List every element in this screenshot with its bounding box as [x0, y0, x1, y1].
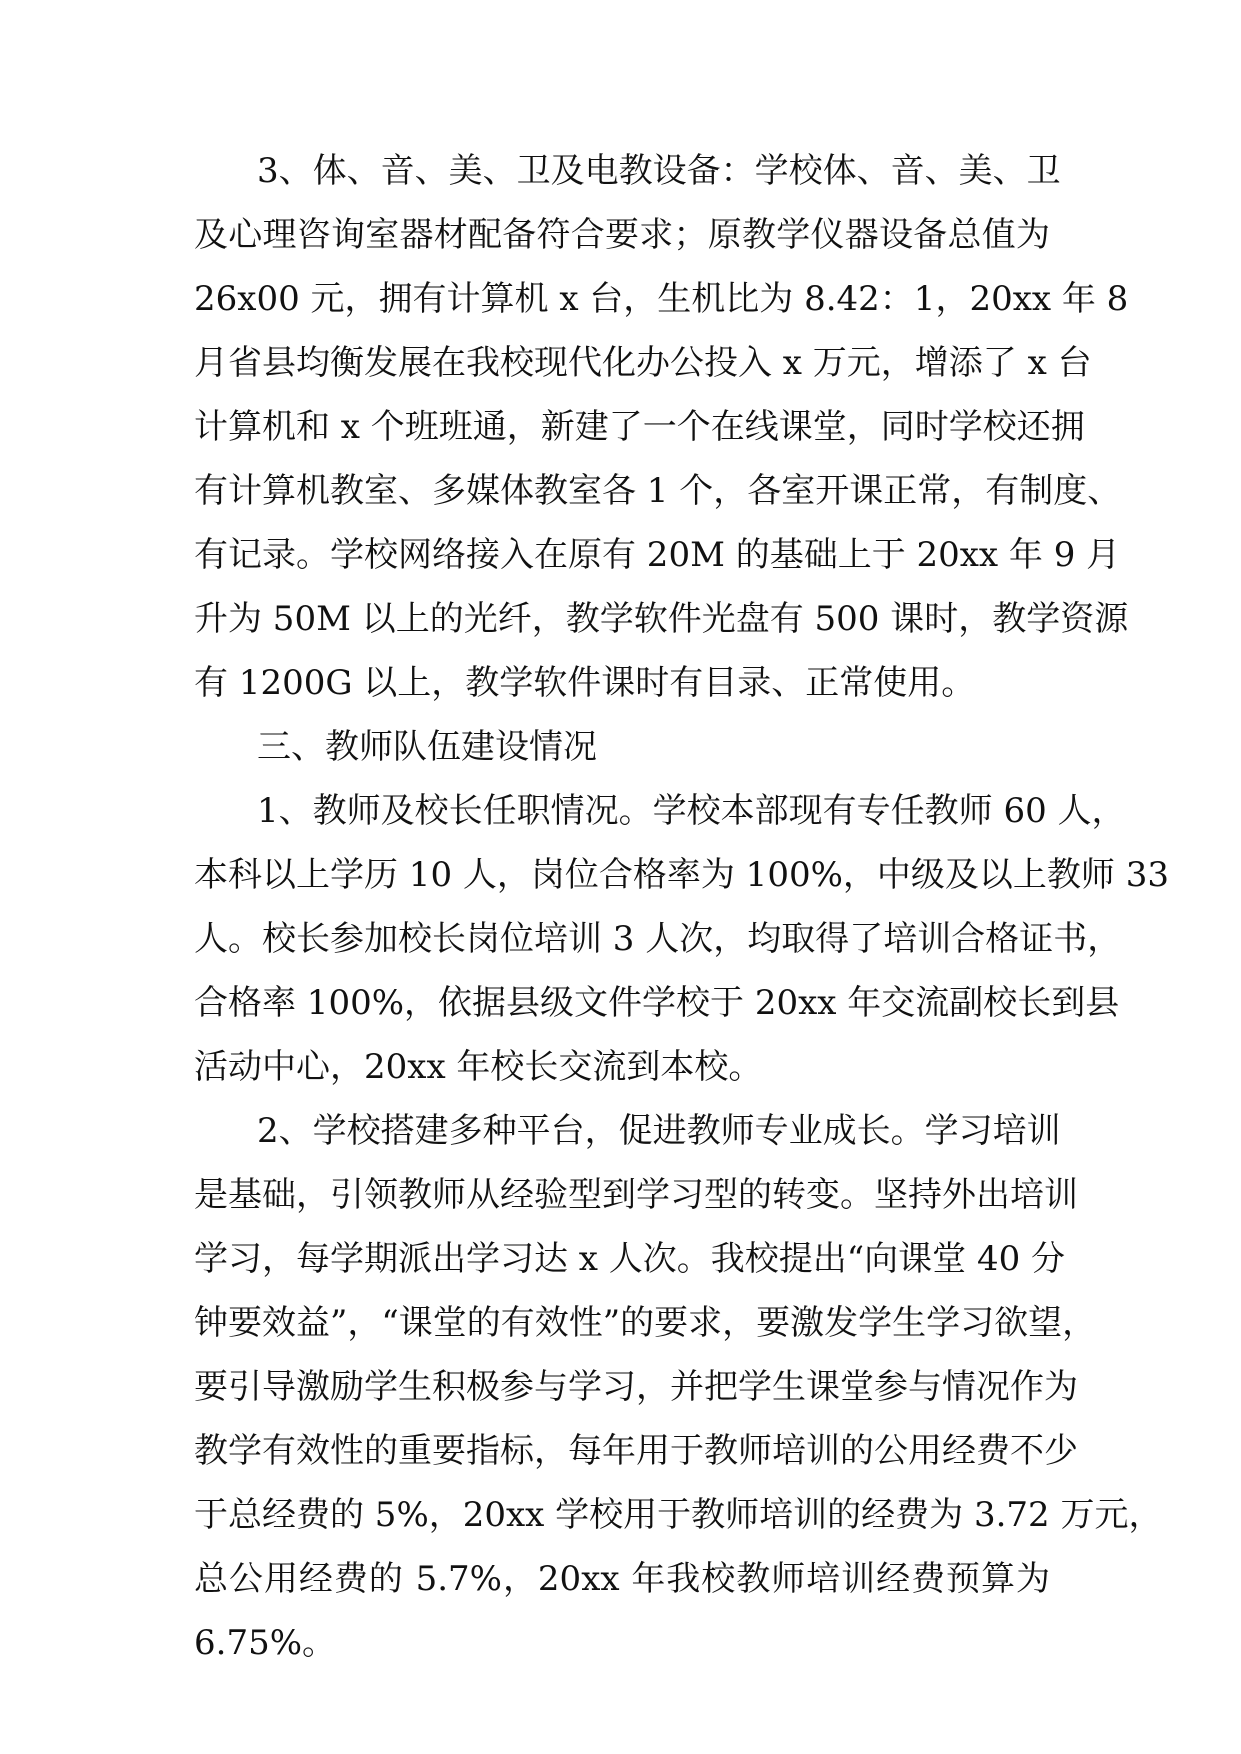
text-line: 有记录。学校网络接入在原有 20M 的基础上于 20xx 年 9 月 [194, 535, 1121, 575]
text-line: 3、体、音、美、卫及电教设备：学校体、音、美、卫 [257, 151, 1061, 191]
text-line: 月省县均衡发展在我校现代化办公投入 x 万元，增添了 x 台 [194, 343, 1092, 383]
text-line: 钟要效益”，“课堂的有效性”的要求，要激发学生学习欲望， [194, 1303, 1097, 1343]
text-line: 合格率 100%，依据县级文件学校于 20xx 年交流副校长到县 [194, 983, 1120, 1023]
text-line: 总公用经费的 5.7%，20xx 年我校教师培训经费预算为 [194, 1559, 1050, 1599]
text-line: 26x00 元，拥有计算机 x 台，生机比为 8.42：1，20xx 年 8 [194, 279, 1129, 319]
text-line: 人。校长参加校长岗位培训 3 人次，均取得了培训合格证书， [194, 919, 1122, 959]
text-line: 有计算机教室、多媒体教室各 1 个，各室开课正常，有制度、 [194, 471, 1122, 511]
text-line: 及心理咨询室器材配备符合要求；原教学仪器设备总值为 [194, 215, 1050, 255]
text-line: 有 1200G 以上，教学软件课时有目录、正常使用。 [194, 663, 976, 703]
text-line: 要引导激励学生积极参与学习，并把学生课堂参与情况作为 [194, 1367, 1078, 1407]
text-line: 于总经费的 5%，20xx 学校用于教师培训的经费为 3.72 万元， [194, 1495, 1163, 1535]
text-line: 2、学校搭建多种平台，促进教师专业成长。学习培训 [257, 1111, 1061, 1151]
text-line: 本科以上学历 10 人，岗位合格率为 100%，中级及以上教师 33 [194, 855, 1169, 895]
text-line: 1、教师及校长任职情况。学校本部现有专任教师 60 人， [257, 791, 1126, 831]
text-line: 学习，每学期派出学习达 x 人次。我校提出“向课堂 40 分 [194, 1239, 1066, 1279]
text-line: 教学有效性的重要指标，每年用于教师培训的公用经费不少 [194, 1431, 1078, 1471]
text-line: 升为 50M 以上的光纤，教学软件光盘有 500 课时，教学资源 [194, 599, 1129, 639]
text-line: 是基础，引领教师从经验型到学习型的转变。坚持外出培训 [194, 1175, 1078, 1215]
text-line: 6.75%。 [194, 1623, 337, 1663]
section-heading: 三、教师队伍建设情况 [257, 727, 597, 767]
text-line: 计算机和 x 个班班通，新建了一个在线课堂，同时学校还拥 [194, 407, 1085, 447]
text-line: 活动中心，20xx 年校长交流到本校。 [194, 1047, 763, 1087]
